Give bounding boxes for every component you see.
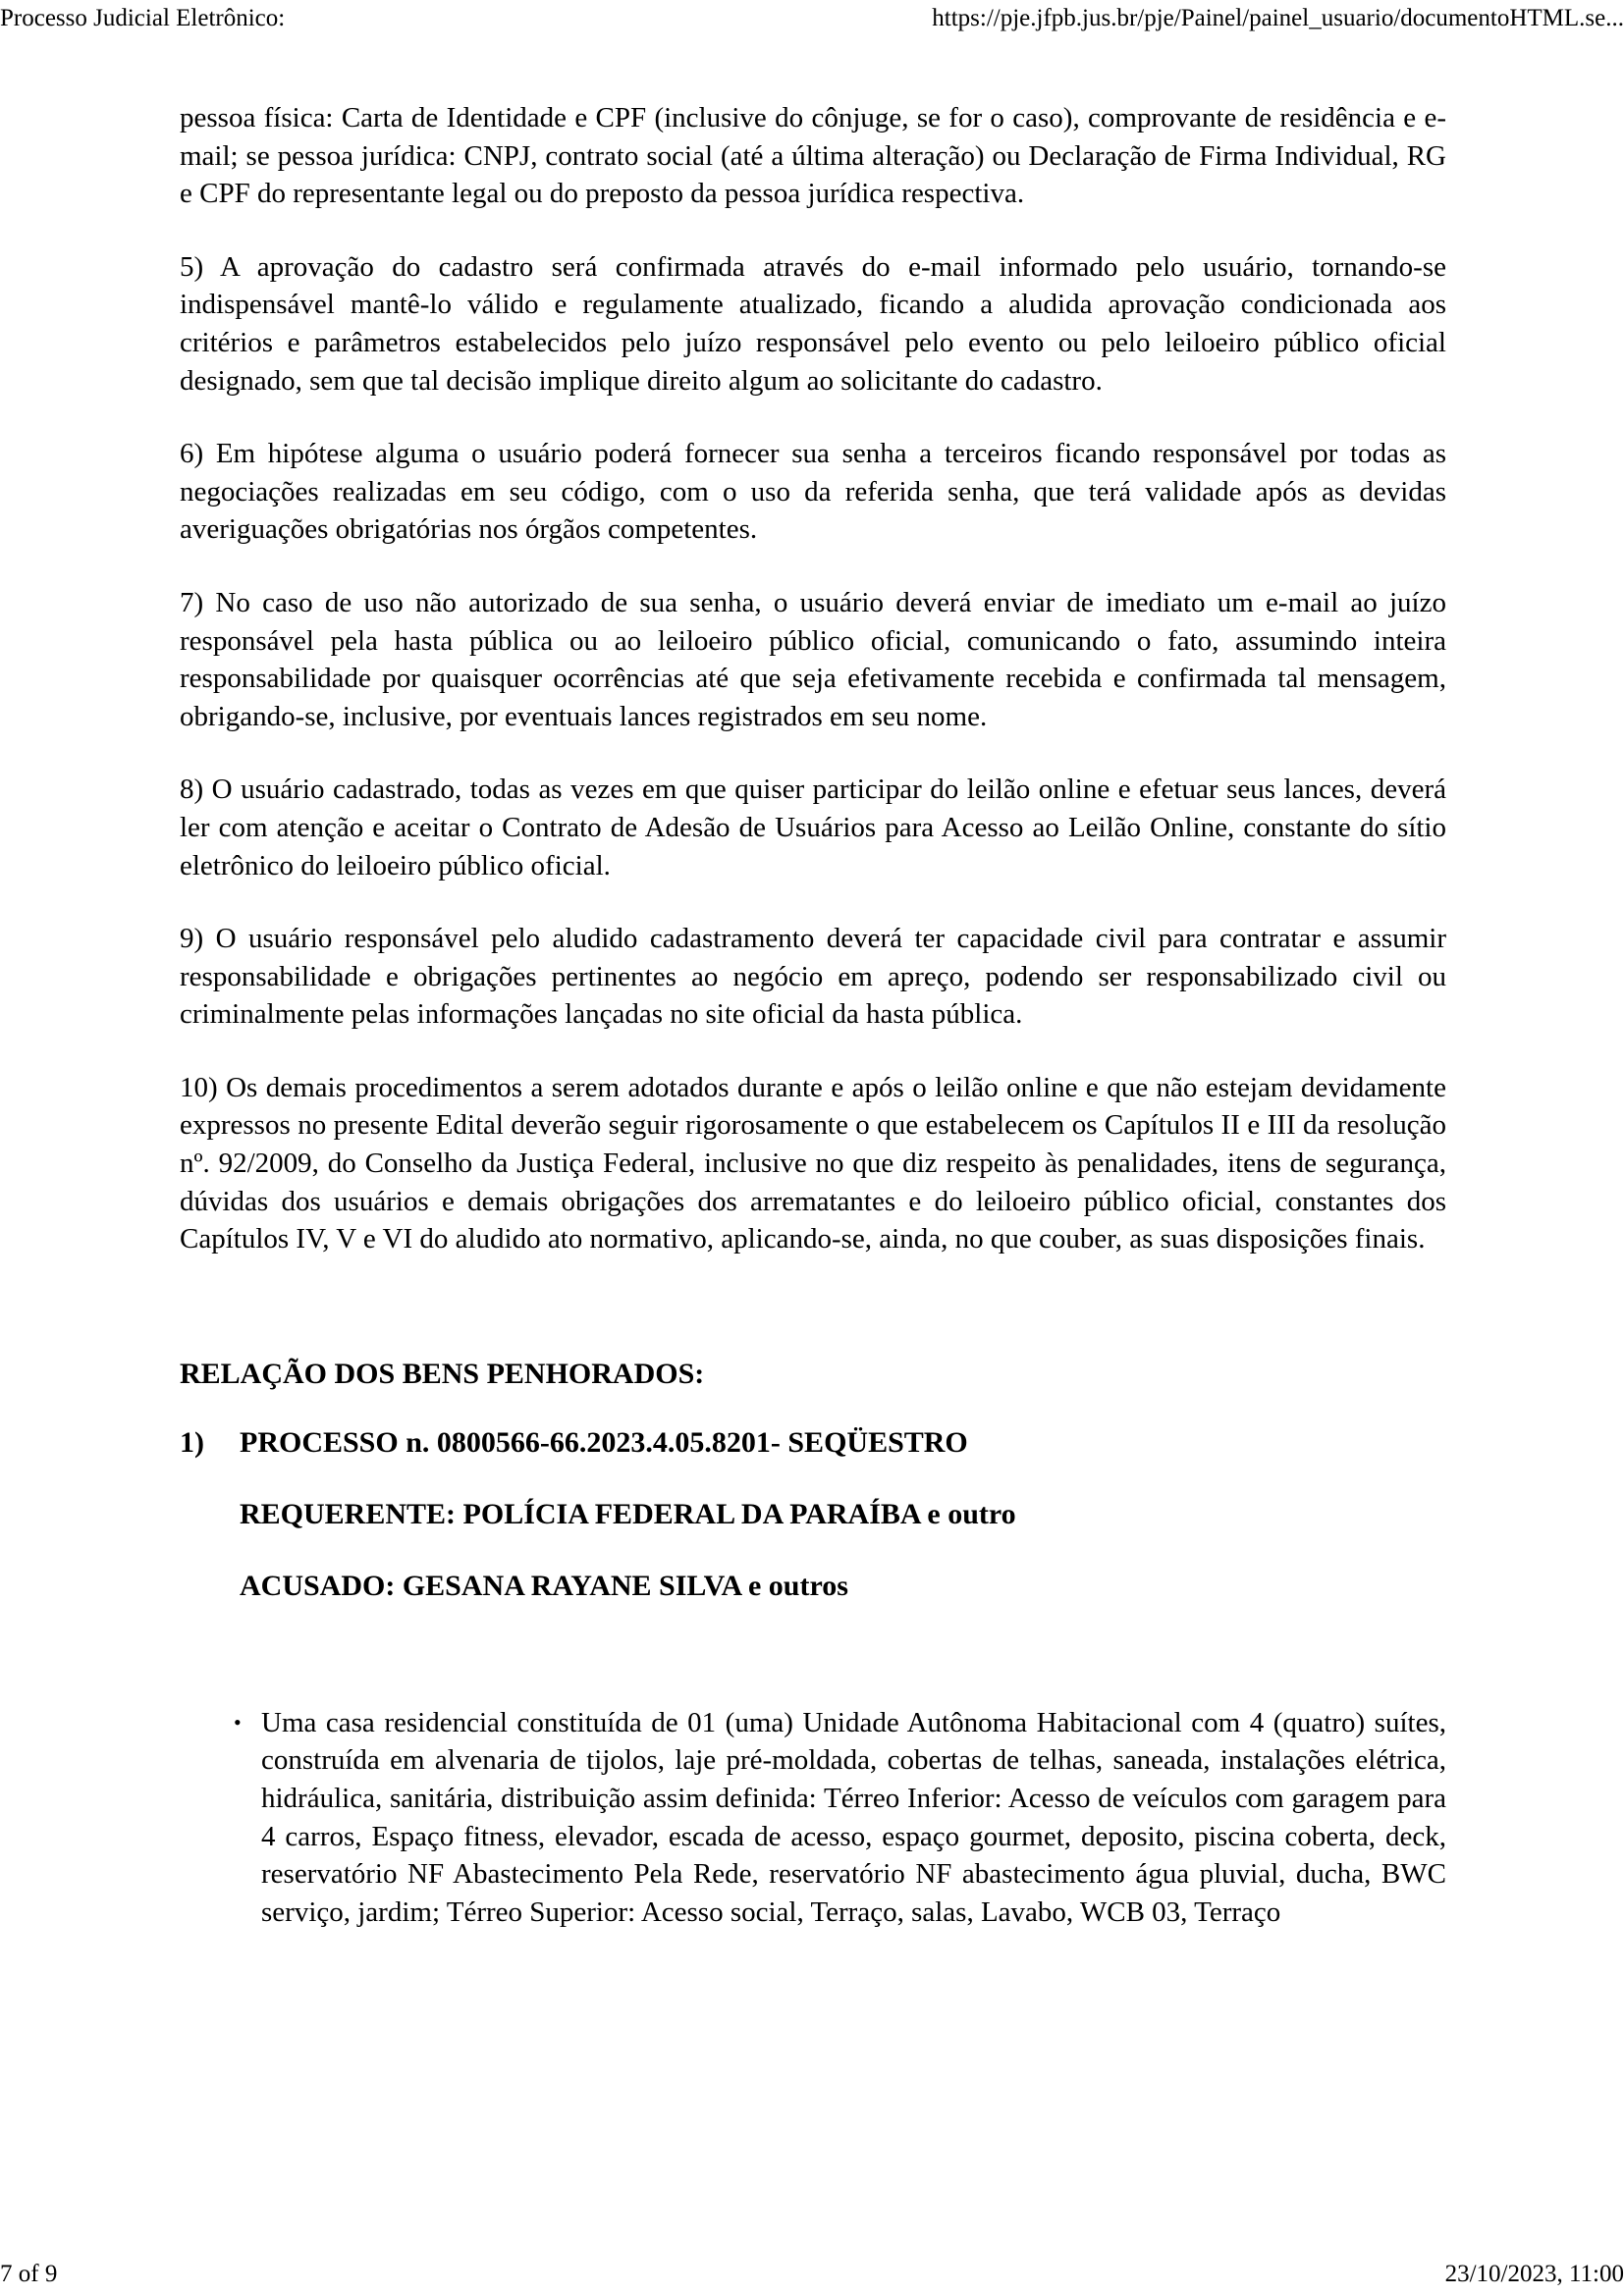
process-title: PROCESSO n. 0800566-66.2023.4.05.8201- SEQÜESTRO <box>240 1425 968 1459</box>
paragraph-item-10: 10) Os demais procedimentos a serem adotados durante e após o leilão online e que não estejam devidamente expressos no presente Edital deverão seguir rigorosamente o que estabelecem os Capítulos II e III da resolução nº. 92/2009, do Conselho da Justiça Federal, inclusive no que diz respeito às penalidades, itens de segurança, dúvidas dos usuários e demais obrigações dos arrematantes e do leiloeiro público oficial, constantes dos Capítulos IV, V e VI do aludido ato normativo, aplicando-se, ainda, no que couber, as suas disposições finais. <box>180 1071 1446 1255</box>
list-item <box>234 1704 1446 1932</box>
document-source-label: Processo Judicial Eletrônico: <box>0 5 286 31</box>
section-title: RELAÇÃO DOS BENS PENHORADOS: <box>180 1357 705 1390</box>
print-timestamp: 23/10/2023, 11:00 <box>1444 2261 1624 2287</box>
bullet-icon: • <box>234 1709 242 1735</box>
requerente-line: REQUERENTE: POLÍCIA FEDERAL DA PARAÍBA e outro <box>240 1497 1016 1530</box>
process-number: 1) <box>180 1425 204 1459</box>
paragraph-item-8: 8) O usuário cadastrado, todas as vezes em que quiser participar do leilão online e efetuar seus lances, deverá ler com atenção e aceitar o Contrato de Adesão de Usuários para Acesso ao Leilão Online, constante do sítio eletrônico do leiloeiro público oficial. <box>180 774 1446 881</box>
asset-description: Uma casa residencial constituída de 01 (uma) Unidade Autônoma Habitacional com 4 (quatro) suítes, construída em alvenaria de tijolos, laje pré-moldada, cobertas de telhas, saneada, instalações elétrica, hidráulica, sanitária, distribuição assim definida: Térreo Inferior: Acesso de veículos com garagem para 4 carros, Espaço fitness, elevador, escada de acesso, espaço gourmet, deposito, piscina coberta, deck, reservatório NF Abastecimento Pela Rede, reservatório NF abastecimento água pluvial, ducha, BWC serviço, jardim; Térreo Superior: Acesso social, Terraço, salas, Lavabo, WCB 03, Terraço <box>261 1706 1446 1928</box>
paragraph-registration-docs: pessoa física: Carta de Identidade e CPF (inclusive do cônjuge, se for o caso), comprovante de residência e e-mail; se pessoa jurídica: CNPJ, contrato social (até a última alteração) ou Declaração de Firma Individual, RG e CPF do representante legal ou do preposto da pessoa jurídica respectiva. <box>180 102 1446 210</box>
document-url: https://pje.jfpb.jus.br/pje/Painel/painel_usuario/documentoHTML.se... <box>932 5 1624 31</box>
paragraph-item-9: 9) O usuário responsável pelo aludido cadastramento deverá ter capacidade civil para contratar e assumir responsabilidade e obrigações pertinentes ao negócio em apreço, podendo ser responsabilizado civil ou criminalmente pelas informações lançadas no site oficial da hasta pública. <box>180 923 1446 1031</box>
document-body <box>180 99 1446 1931</box>
paragraph-item-5: 5) A aprovação do cadastro será confirmada através do e-mail informado pelo usuário, tornando-se indispensável mantê-lo válido e regulamente atualizado, ficando a aludida aprovação condicionada aos critérios e parâmetros estabelecidos pelo juízo responsável pelo evento ou pelo leiloeiro público oficial designado, sem que tal decisão implique direito algum ao solicitante do cadastro. <box>180 250 1446 397</box>
acusado-line: ACUSADO: GESANA RAYANE SILVA e outros <box>240 1569 848 1602</box>
paragraph-item-6: 6) Em hipótese alguma o usuário poderá fornecer sua senha a terceiros ficando responsável por todas as negociações realizadas em seu código, com o uso da referida senha, que terá validade após as devidas averiguações obrigatórias nos órgãos competentes. <box>180 438 1446 546</box>
asset-list <box>180 1704 1446 1932</box>
paragraph-item-7: 7) No caso de uso não autorizado de sua senha, o usuário deverá enviar de imediato um e-mail ao juízo responsável pela hasta pública ou ao leiloeiro público oficial, comunicando o fato, assumindo inteira responsabilidade por quaisquer ocorrências até que seja efetivamente recebida e confirmada tal mensagem, obrigando-se, inclusive, por eventuais lances registrados em seu nome. <box>180 586 1446 732</box>
page-counter: 7 of 9 <box>0 2261 58 2287</box>
process-heading <box>180 1423 1446 1463</box>
